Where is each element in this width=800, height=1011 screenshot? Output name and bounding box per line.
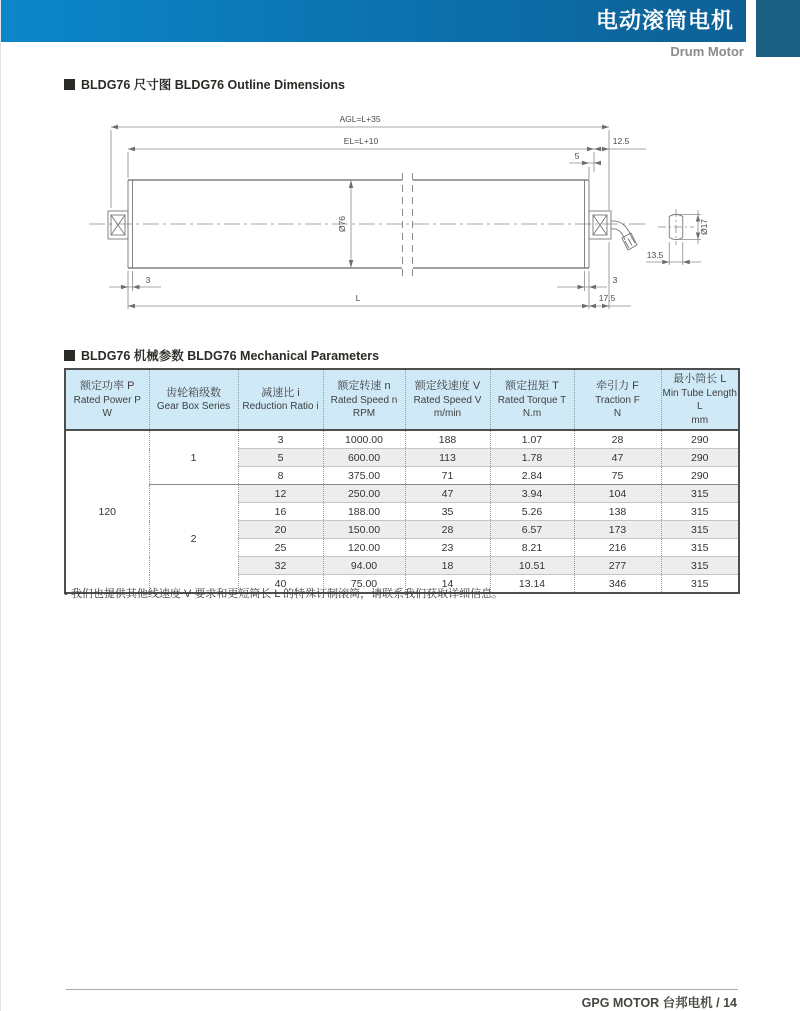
dimension-agl: [111, 114, 609, 210]
dimension-tube-diameter: [337, 180, 353, 268]
table-cell: 290: [661, 449, 739, 467]
table-cell: 5: [238, 449, 323, 467]
col-header-traction: 牵引力 F Traction F N: [574, 369, 661, 430]
gearbox-series-cell: 1: [149, 430, 238, 485]
dim-label-length: L: [355, 293, 361, 303]
table-cell: 28: [574, 430, 661, 449]
table-cell: 10.51: [490, 557, 574, 575]
section-heading-text: BLDG76 尺寸图 BLDG76 Outline Dimensions: [81, 78, 345, 92]
table-cell: 18: [405, 557, 490, 575]
table-cell: 250.00: [323, 485, 405, 503]
table-cell: 150.00: [323, 521, 405, 539]
shaft-cross-section: [646, 209, 709, 265]
section-heading-outline: [64, 75, 345, 93]
table-cell: 2.84: [490, 467, 574, 485]
table-cell: 315: [661, 503, 739, 521]
dimension-3-right: [557, 271, 618, 291]
table-cell: 315: [661, 575, 739, 594]
table-cell: 1.07: [490, 430, 574, 449]
break-lines: [403, 173, 413, 276]
dim-label-across-flats: 13.5: [646, 250, 664, 260]
table-cell: 138: [574, 503, 661, 521]
table-cell: 600.00: [323, 449, 405, 467]
dim-label-tube-diameter: Ø76: [337, 215, 347, 233]
table-cell: 40: [238, 575, 323, 594]
table-cell: 23: [405, 539, 490, 557]
dim-label-5: 5: [574, 151, 580, 161]
table-cell: 290: [661, 467, 739, 485]
gearbox-series-cell: 2: [149, 485, 238, 594]
dim-label-3-left: 3: [145, 275, 151, 285]
col-header-gearbox-series: 齿轮箱级数 Gear Box Series: [149, 369, 238, 430]
section-heading-parameters: [64, 346, 379, 364]
col-header-min-tube-length: 最小筒长 L Min Tube Length L mm: [661, 369, 739, 430]
col-header-reduction-ratio: 减速比 i Reduction Ratio i: [238, 369, 323, 430]
section-heading-text: BLDG76 机械参数 BLDG76 Mechanical Parameters: [81, 349, 380, 363]
table-cell: 290: [661, 430, 739, 449]
table-cell: 28: [405, 521, 490, 539]
dim-label-shaft-diameter: Ø17: [699, 218, 709, 236]
table-cell: 277: [574, 557, 661, 575]
table-header-row: [65, 369, 739, 430]
footnote: • 我们也提供其他线速度 V 要求和更短筒长 L 的特殊订制滚筒，请联系我们获取详细信息。: [64, 588, 504, 600]
table-cell: 35: [405, 503, 490, 521]
mechanical-parameters-table: [64, 368, 740, 594]
table-cell: 315: [661, 521, 739, 539]
table-cell: 6.57: [490, 521, 574, 539]
dim-label-17-5: 17.5: [598, 293, 616, 303]
table-cell: 20: [238, 521, 323, 539]
table-cell: 16: [238, 503, 323, 521]
table-cell: 104: [574, 485, 661, 503]
dim-label-12-5: 12.5: [612, 136, 630, 146]
section-bullet-icon: [64, 79, 75, 90]
table-cell: 1000.00: [323, 430, 405, 449]
power-cable: [611, 221, 637, 250]
dim-label-agl: AGL=L+35: [339, 114, 381, 124]
table-row: [65, 485, 739, 503]
corner-accent-square: [756, 0, 800, 57]
table-cell: 216: [574, 539, 661, 557]
table-cell: 75.00: [323, 575, 405, 594]
footer-page-label: GPG MOTOR 台邦电机 / 14: [581, 996, 737, 1010]
drum-tube: [128, 173, 589, 276]
col-header-rated-speed: 额定转速 n Rated Speed n RPM: [323, 369, 405, 430]
table-cell: 75: [574, 467, 661, 485]
dimension-length: [128, 291, 589, 309]
table-cell: 12: [238, 485, 323, 503]
shaft-bearing-right: [589, 211, 611, 239]
dimension-12-5: [594, 136, 646, 151]
table-cell: 315: [661, 485, 739, 503]
outline-drawing: [1, 105, 800, 340]
col-header-rated-torque: 额定扭矩 T Rated Torque T N.m: [490, 369, 574, 430]
table-cell: 94.00: [323, 557, 405, 575]
table-cell: 315: [661, 557, 739, 575]
table-cell: 3: [238, 430, 323, 449]
table-cell: 8: [238, 467, 323, 485]
table-cell: 8.21: [490, 539, 574, 557]
table-cell: 25: [238, 539, 323, 557]
dimension-17-5: [589, 242, 631, 309]
table-cell: 47: [405, 485, 490, 503]
col-header-rated-power: 额定功率 P Rated Power P W: [65, 369, 149, 430]
dimension-el: [128, 136, 594, 178]
table-cell: 3.94: [490, 485, 574, 503]
dimension-5: [569, 151, 601, 179]
header-banner: [1, 0, 746, 42]
table-cell: 1.78: [490, 449, 574, 467]
table-cell: 346: [574, 575, 661, 594]
table-cell: 32: [238, 557, 323, 575]
dim-label-el: EL=L+10: [343, 136, 379, 146]
dimension-3-left: [109, 271, 161, 291]
col-header-linear-speed: 额定线速度 V Rated Speed V m/min: [405, 369, 490, 430]
table-cell: 14: [405, 575, 490, 594]
page-title: 电动滚筒电机: [595, 8, 734, 33]
table-cell: 173: [574, 521, 661, 539]
table-row: [65, 430, 739, 449]
page-subtitle: Drum Motor: [670, 44, 744, 59]
table-cell: 188: [405, 430, 490, 449]
table-cell: 315: [661, 539, 739, 557]
rated-power-cell: 120: [65, 430, 149, 593]
section-bullet-icon: [64, 350, 75, 361]
table-cell: 13.14: [490, 575, 574, 594]
table-cell: 120.00: [323, 539, 405, 557]
shaft-bearing-left: [108, 211, 128, 239]
table-cell: 113: [405, 449, 490, 467]
table-cell: 47: [574, 449, 661, 467]
table-cell: 375.00: [323, 467, 405, 485]
table-cell: 188.00: [323, 503, 405, 521]
dim-label-3-right: 3: [612, 275, 618, 285]
footer-divider: [66, 989, 738, 990]
table-cell: 5.26: [490, 503, 574, 521]
table-cell: 71: [405, 467, 490, 485]
